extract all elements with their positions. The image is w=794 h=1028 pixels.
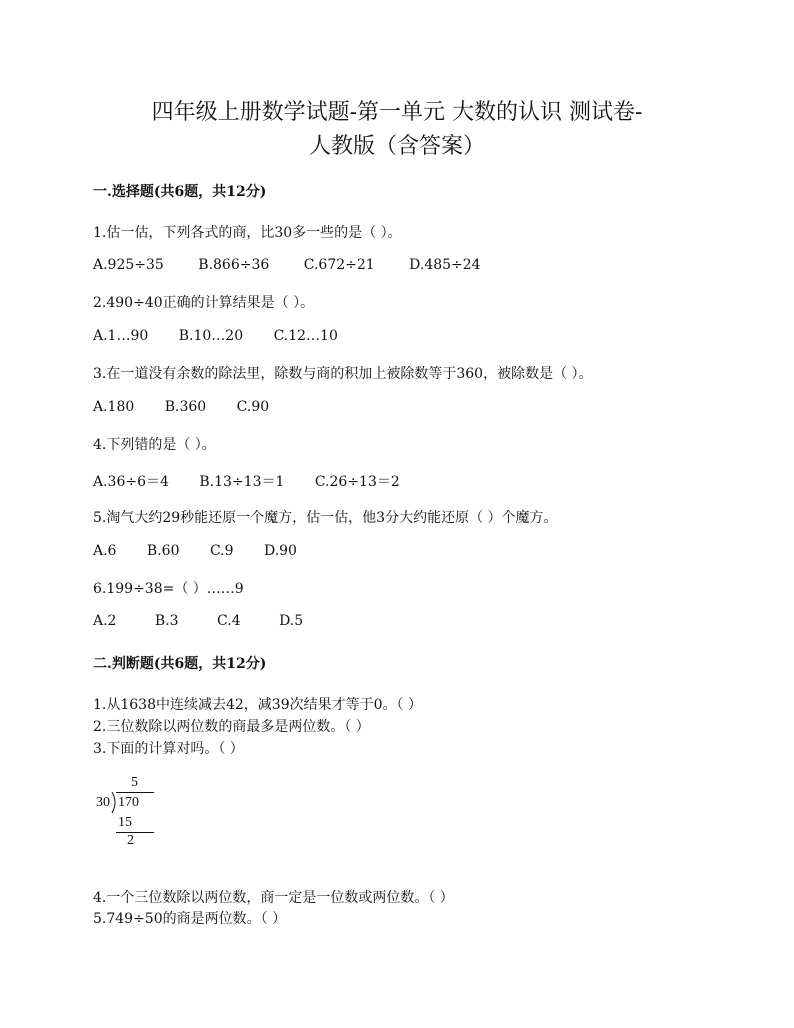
option-b: B.60: [146, 543, 180, 559]
division-bar: [116, 792, 154, 793]
option-d: D.485÷24: [409, 257, 481, 273]
division-remainder: 2: [127, 833, 134, 848]
title-line-2: 人教版（含答案）: [308, 134, 485, 159]
section-2-heading: 二.判断题(共6题，共12分): [93, 656, 267, 672]
option-b: B.360: [164, 399, 207, 415]
long-division-figure: [96, 774, 176, 854]
division-product: 15: [118, 815, 132, 830]
page-title: [0, 96, 794, 164]
division-divisor: 30: [96, 795, 110, 810]
option-c: C.90: [236, 399, 270, 415]
options-1-6: [93, 613, 329, 629]
option-b: B.10…20: [178, 328, 244, 344]
options-1-2: [93, 328, 364, 344]
division-quotient: 5: [131, 775, 138, 790]
option-a: A.925÷35: [93, 257, 164, 273]
option-b: B.866÷36: [198, 257, 270, 273]
option-b: B.13÷13＝1: [199, 474, 285, 490]
option-c: C.9: [209, 543, 234, 559]
option-a: A.2: [93, 613, 117, 629]
subtraction-line: [116, 832, 154, 833]
option-d: D.5: [279, 613, 304, 629]
option-c: C.26÷13＝2: [314, 474, 400, 490]
options-1-1: [93, 257, 507, 273]
question-2-1: 1.从1638中连续减去42，减39次结果才等于0。（ ）: [93, 697, 422, 713]
section-1-heading: 一.选择题(共6题，共12分): [93, 184, 267, 200]
division-dividend: 170: [118, 795, 139, 810]
option-c: C.4: [217, 613, 241, 629]
option-b: B.3: [154, 613, 179, 629]
option-a: A.36÷6＝4: [93, 474, 169, 490]
question-1-1: 1.估一估，下列各式的商，比30多一些的是（ ）。: [93, 225, 402, 241]
options-1-4: [93, 471, 426, 491]
option-a: A.180: [93, 399, 135, 415]
option-c: C.12…10: [273, 328, 338, 344]
option-d: D.90: [263, 543, 297, 559]
question-1-2: 2.490÷40正确的计算结果是（ ）。: [93, 295, 315, 311]
option-a: A.1…90: [93, 328, 149, 344]
option-c: C.672÷21: [303, 257, 375, 273]
question-2-2: 2.三位数除以两位数的商最多是两位数。（ ）: [93, 719, 370, 735]
question-2-4: 4.一个三位数除以两位数，商一定是一位数或两位数。（ ）: [93, 890, 454, 906]
question-1-3: 3.在一道没有余数的除法里，除数与商的积加上被除数等于360，被除数是（ ）。: [93, 366, 593, 382]
question-1-6: 6.199÷38=（ ）……9: [93, 581, 244, 597]
question-1-4: 4.下列错的是（ ）。: [93, 437, 216, 453]
title-line-1: 四年级上册数学试题-第一单元 大数的认识 测试卷-: [151, 100, 643, 125]
option-a: A.6: [93, 543, 117, 559]
question-2-3: 3.下面的计算对吗。（ ）: [93, 741, 244, 757]
options-1-3: [93, 399, 295, 415]
question-1-5: 5.淘气大约29秒能还原一个魔方，估一估，他3分大约能还原（ ）个魔方。: [93, 510, 558, 526]
question-2-5: 5.749÷50的商是两位数。（ ）: [93, 911, 287, 927]
options-1-5: [93, 543, 323, 559]
